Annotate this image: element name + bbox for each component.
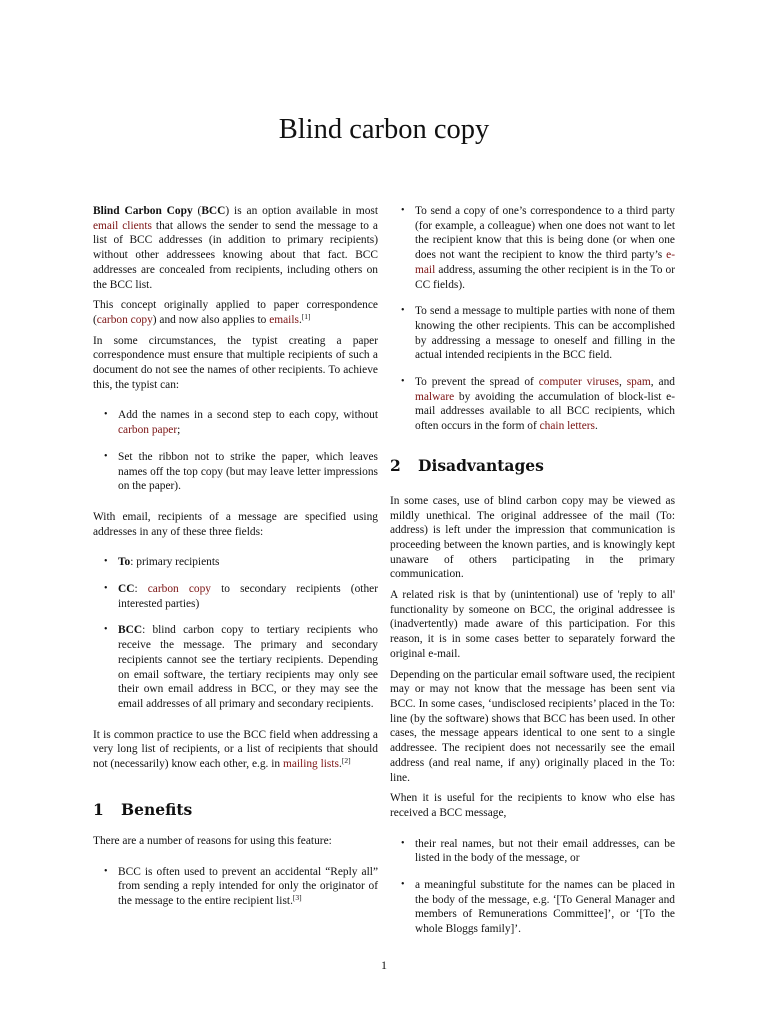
text: a meaningful substitute for the names can be placed in the body of the message, e.g. ‘[To General Manager and members of Remunerations Committee]’, or ‘[To the whole Bloggs family]’. [415, 879, 675, 936]
link-carbon-paper[interactable]: carbon paper [118, 424, 178, 437]
term-bold: Blind Carbon Copy [93, 205, 193, 217]
link-chain-letters[interactable]: chain letters [539, 420, 595, 433]
link-mailing-lists[interactable]: mailing lists [282, 758, 339, 771]
text: ; [177, 424, 181, 437]
list-item [93, 450, 378, 494]
text: ) and now also applies to [152, 313, 270, 326]
bullet-icon: • [104, 450, 108, 462]
bullet-icon: • [104, 865, 108, 877]
link-computer-viruses[interactable]: computer viruses [538, 376, 619, 389]
link-carbon-copy[interactable]: carbon copy [96, 313, 153, 326]
to-label: To [118, 556, 131, 569]
text: It is common practice to use the BCC field when addressing a very long list of recipients, or a list of recipients that should not (necessarily) know each other, e.g. in [93, 728, 378, 771]
bullet-icon: • [401, 305, 405, 317]
section-heading-disadvantages [390, 456, 675, 476]
text: is an option available in most [229, 205, 378, 217]
text: Add the names in a second step to each copy, without [118, 409, 378, 422]
text: : [134, 583, 148, 596]
typist-list [93, 408, 378, 494]
right-column [390, 204, 675, 949]
bullet-icon: • [104, 409, 108, 421]
list-item [390, 204, 675, 292]
page-number: 1 [381, 958, 387, 972]
page-title: Blind carbon copy [278, 114, 490, 145]
text: their real names, but not their email addresses, can be listed in the body of the message, or [415, 837, 675, 865]
cc-label: CC [118, 583, 135, 596]
text: , [618, 376, 627, 389]
text: by avoiding the accumulation of block-list e-mail addresses available to all BCC recipients, which often occurs in the form of [415, 390, 675, 433]
text: To prevent the spread of [415, 376, 539, 389]
benefits-list-continued [390, 204, 675, 434]
link-emails[interactable]: emails [269, 313, 299, 326]
text: . [338, 758, 342, 771]
text: Set the ribbon not to strike the paper, which leaves names off the top copy (but may leave letter impressions on the paper). [118, 450, 378, 493]
ref-3[interactable]: [3] [292, 892, 302, 902]
disadv-paragraph-4: When it is useful for the recipients to know who else has received a BCC message, [390, 792, 675, 819]
bullet-icon: • [104, 556, 108, 568]
bullet-icon: • [104, 583, 108, 595]
text: , and [650, 376, 675, 389]
link-email-clients[interactable]: email clients [93, 219, 152, 232]
bullet-icon: • [401, 376, 405, 388]
text: To send a message to multiple parties with none of them knowing the other recipients. This can be accomplished by addressing a message to oneself and filling in the actual intended recipients in the BCC field. [415, 305, 675, 362]
practice-paragraph [93, 728, 378, 772]
link-carbon-copy-2[interactable]: carbon copy [147, 583, 212, 596]
section-heading-benefits [93, 800, 378, 820]
left-column [93, 204, 378, 921]
text: : blind carbon copy to tertiary recipients who receive the message. The primary and secondary recipients cannot see the tertiary recipients. Depending on email software, the tertiary recipients may only see their own email address in BCC, or they may see the email addresses of all primary and secondary recipients. [118, 624, 378, 710]
bullet-icon: • [401, 837, 405, 849]
list-item [390, 837, 675, 866]
benefits-list [93, 865, 378, 909]
fields-intro: With email, recipients of a message are specified using addresses in any of these three fields: [93, 510, 378, 538]
disadv-list [390, 837, 675, 937]
text: . [594, 420, 598, 433]
text: : primary recipients [130, 556, 220, 569]
section-number: 1 [93, 799, 104, 819]
disadv-paragraph-2: A related risk is that by (unintentional) use of 'reply to all' functionality by someone on BCC, the original addressee is (inadvertently) made aware of this participation. For this reason, it is in some cases better to separately forward the original e-mail. [390, 589, 675, 660]
abbr-bold: BCC [201, 205, 226, 217]
section-label: Disadvantages [418, 455, 544, 475]
link-e-mail[interactable]: e-mail [415, 249, 675, 276]
ref-2[interactable]: [2] [341, 756, 351, 766]
intro-paragraph: Blind Carbon Copy (BCC) is an option available in most email clients that allows the sender to send the message to a list of BCC addresses (in addition to primary recipients) without other addressees knowing about that fact. BCC addresses are concealed from recipients, including others on the BCC list. [93, 205, 378, 291]
list-item [93, 408, 378, 437]
link-spam[interactable]: spam [626, 376, 651, 389]
text: that allows the sender to send the message to a list of BCC addresses (in addition to primary recipients) without other addressees knowing about that fact. BCC addresses are concealed from recipients, including others on the BCC list. [93, 219, 378, 291]
section-label: Benefits [121, 799, 193, 819]
disadv-paragraph-1: In some cases, use of blind carbon copy may be viewed as mildly unethical. The original addressee of the mail (To: address) is left under the impression that communication is proceeding between the known parties, and is knowingly kept unaware of others participating in the primary communication. [390, 494, 675, 581]
typist-paragraph: In some circumstances, the typist creating a paper correspondence must ensure that multiple recipients of such a document do not see the names of other recipients. To achieve this, the typist can: [93, 334, 378, 391]
fields-list [93, 555, 378, 711]
list-item [390, 304, 675, 363]
text: to secondary recipients (other interested parties) [118, 583, 379, 610]
list-item [93, 555, 378, 570]
list-item [93, 582, 378, 611]
text: . [298, 313, 302, 326]
text: address, assuming the other recipient is in the To or CC fields). [415, 263, 675, 291]
bullet-icon: • [104, 624, 108, 636]
bcc-label: BCC [118, 624, 143, 637]
text: BCC is often used to prevent an accidental “Reply all” from sending a reply intended for only the originator of the message to the entire recipient list. [118, 865, 378, 907]
concept-paragraph [93, 298, 378, 327]
list-item [390, 878, 675, 937]
list-item [93, 623, 378, 711]
link-malware[interactable]: malware [415, 390, 455, 403]
list-item [93, 865, 378, 909]
text: This concept originally applied to paper correspondence ( [93, 299, 378, 326]
benefits-intro: There are a number of reasons for using this feature: [93, 834, 332, 847]
bullet-icon: • [401, 205, 405, 216]
text: To send a copy of one’s correspondence to a third party (for example, a colleague) when one does not want to let the recipient know that this is being done (or when one does not want the recipient to know the third party’s [415, 205, 675, 262]
list-item [390, 375, 675, 434]
ref-1[interactable]: [1] [301, 311, 311, 321]
section-number: 2 [390, 455, 401, 475]
disadv-paragraph-3: Depending on the particular email software used, the recipient may or may not know that the message has been sent via BCC. In some cases, ‘undisclosed recipients’ placed in the To: line (by the software) shows that BCC has been used. In other cases, the message appears identical to one sent to a single addressee. The recipient does not necessarily see the email address (and real name, if any) originally placed in the To: line. [390, 668, 675, 784]
bullet-icon: • [401, 879, 405, 891]
